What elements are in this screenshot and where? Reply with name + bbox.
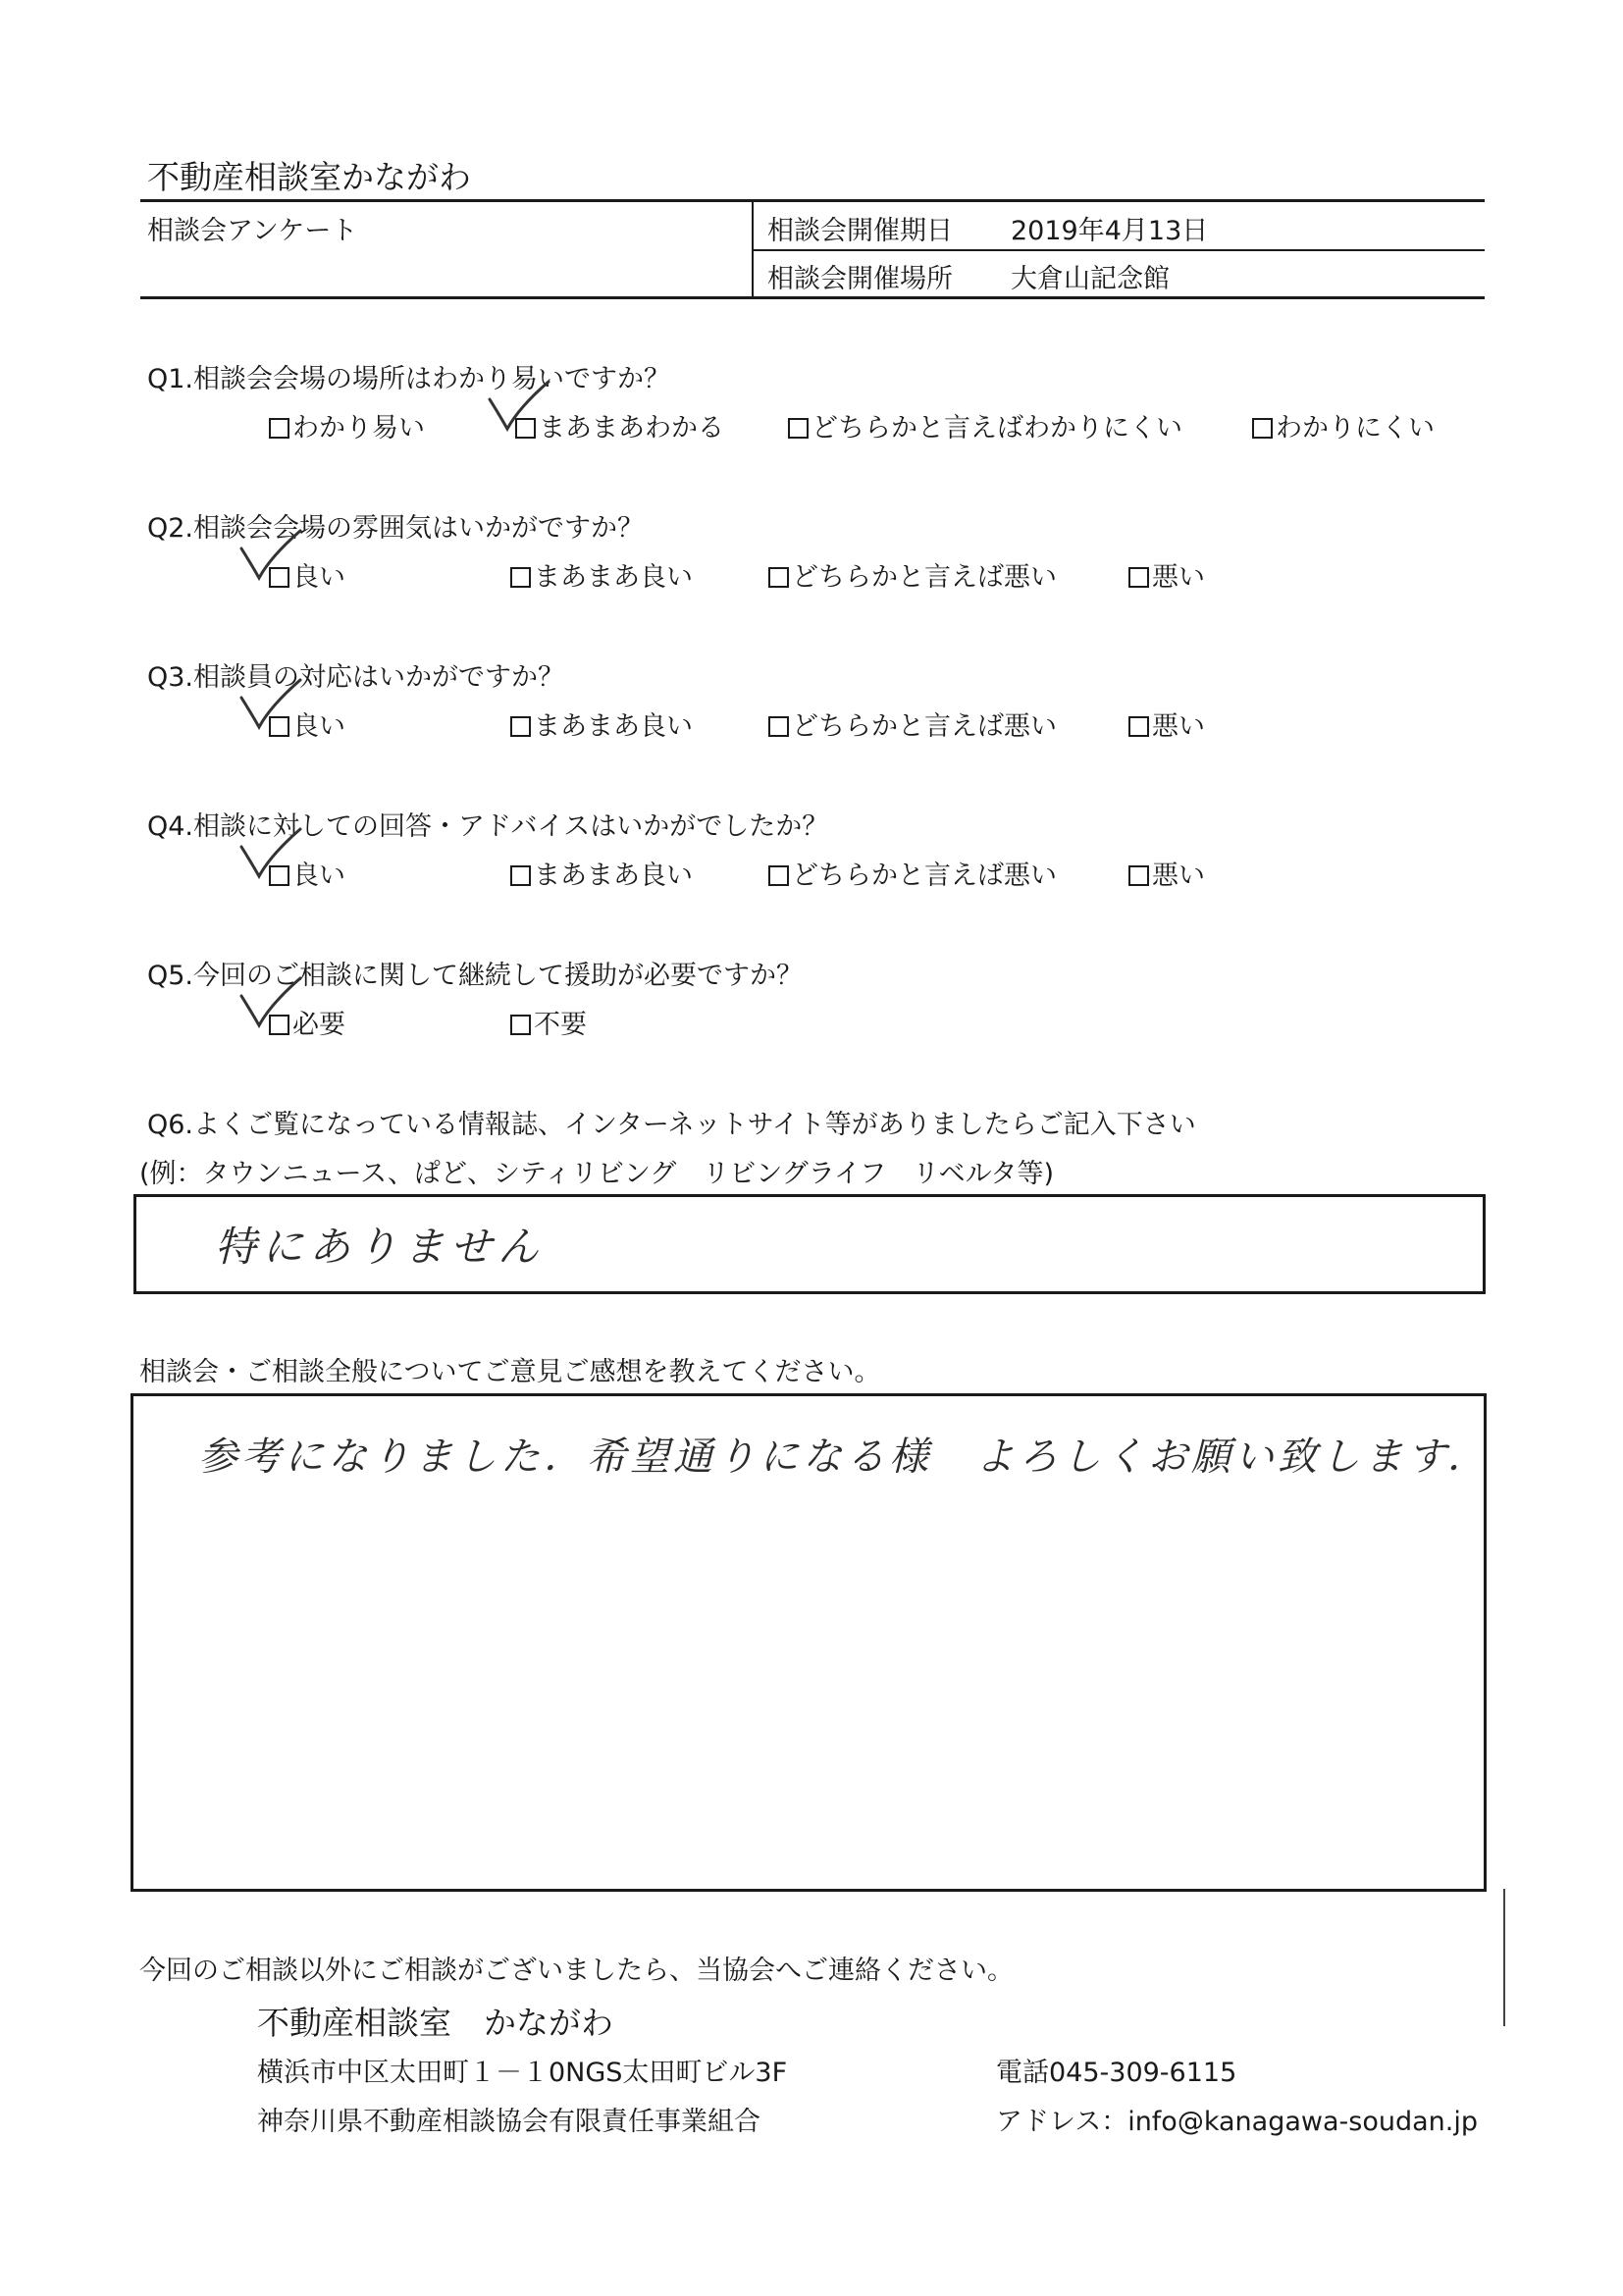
handwritten-check-icon [237, 676, 306, 735]
q2-option-1[interactable]: 良い [269, 555, 345, 594]
header-mid-rule [752, 249, 1485, 251]
q4-option-4[interactable]: 悪い [1128, 854, 1205, 892]
footer-phone: 電話045-309-6115 [996, 2058, 1237, 2088]
event-place-value: 大倉山記念館 [1011, 264, 1170, 294]
checkbox[interactable] [510, 1015, 531, 1035]
checkbox[interactable] [1252, 418, 1273, 439]
q2-option-3[interactable]: どちらかと言えば悪い [768, 555, 1057, 594]
comments-label: 相談会・ご相談全般についてご意見ご感想を教えてください。 [139, 1357, 881, 1387]
footer-org-name: 不動産相談室 かながわ [257, 2004, 613, 2042]
footer-address: 横浜市中区太田町１－１0NGS太田町ビル3F [257, 2058, 788, 2088]
comments-answer-box[interactable] [131, 1393, 1491, 1892]
q5-option-2[interactable]: 不要 [510, 1003, 587, 1041]
question-3-label: Q3.相談員の対応はいかがですか？ [147, 662, 565, 693]
event-place-label: 相談会開催場所 [767, 264, 953, 294]
checkbox[interactable] [510, 865, 531, 886]
question-6-example: (例：タウンニュース、ぱど、シティリビング リビングライフ リベルタ等) [139, 1159, 1055, 1189]
handwritten-check-icon [237, 825, 306, 884]
q5-option-1[interactable]: 必要 [269, 1003, 345, 1041]
checkbox[interactable] [510, 567, 531, 588]
event-date-value: 2019年4月13日 [1011, 216, 1209, 246]
comments-handwritten-answer: 参考になりました．希望通りになる様 よろしくお願い致します． [198, 1435, 1491, 1480]
q2-option-2[interactable]: まあまあ良い [510, 555, 693, 594]
header-top-rule [140, 199, 1485, 202]
q1-option-4[interactable]: わかりにくい [1252, 406, 1435, 444]
checkbox[interactable] [1128, 716, 1149, 737]
question-4-label: Q4.相談に対しての回答・アドバイスはいかがでしたか？ [147, 811, 829, 842]
q1-option-3[interactable]: どちらかと言えばわかりにくい [788, 406, 1182, 444]
checkbox[interactable] [768, 567, 789, 588]
q3-option-3[interactable]: どちらかと言えば悪い [768, 704, 1057, 743]
q1-option-2[interactable]: まあまあわかる [515, 406, 724, 444]
handwritten-check-icon [486, 378, 554, 437]
q1-option-1[interactable]: わかり易い [269, 406, 425, 444]
footer-email: アドレス：info@kanagawa-soudan.jp [996, 2107, 1478, 2137]
q4-option-2[interactable]: まあまあ良い [510, 854, 693, 892]
checkbox[interactable] [768, 865, 789, 886]
survey-title: 相談会アンケート [147, 216, 358, 246]
footer-association: 神奈川県不動産相談協会有限責任事業組合 [257, 2107, 760, 2137]
question-1-label: Q1.相談会会場の場所はわかり易いですか？ [147, 364, 671, 394]
question-6-label: Q6.よくご覧になっている情報誌、インターネットサイト等がありましたらご記入下さい [147, 1110, 1196, 1140]
checkbox[interactable] [788, 418, 809, 439]
q3-option-2[interactable]: まあまあ良い [510, 704, 693, 743]
footer-notice: 今回のご相談以外にご相談がございましたら、当協会へご連絡ください。 [139, 1956, 1014, 1986]
question-2-label: Q2.相談会会場の雰囲気はいかがですか？ [147, 513, 645, 544]
q6-handwritten-answer: 特にありません [215, 1223, 546, 1271]
handwritten-check-icon [237, 527, 306, 586]
checkbox[interactable] [768, 716, 789, 737]
question-5-label: Q5.今回のご相談に関して継続して援助が必要ですか？ [147, 961, 804, 991]
checkbox[interactable] [1128, 567, 1149, 588]
organization-title: 不動産相談室かながわ [147, 158, 471, 196]
checkbox[interactable] [1128, 865, 1149, 886]
handwritten-check-icon [237, 974, 306, 1033]
q4-option-1[interactable]: 良い [269, 854, 345, 892]
q2-option-4[interactable]: 悪い [1128, 555, 1205, 594]
header-bottom-rule [140, 296, 1485, 299]
q4-option-3[interactable]: どちらかと言えば悪い [768, 854, 1057, 892]
checkbox[interactable] [269, 418, 289, 439]
event-date-label: 相談会開催期日 [767, 216, 953, 246]
q6-answer-box[interactable] [133, 1194, 1486, 1294]
q3-option-4[interactable]: 悪い [1128, 704, 1205, 743]
q3-option-1[interactable]: 良い [269, 704, 345, 743]
checkbox[interactable] [510, 716, 531, 737]
scan-edge-line [1503, 1889, 1505, 2026]
